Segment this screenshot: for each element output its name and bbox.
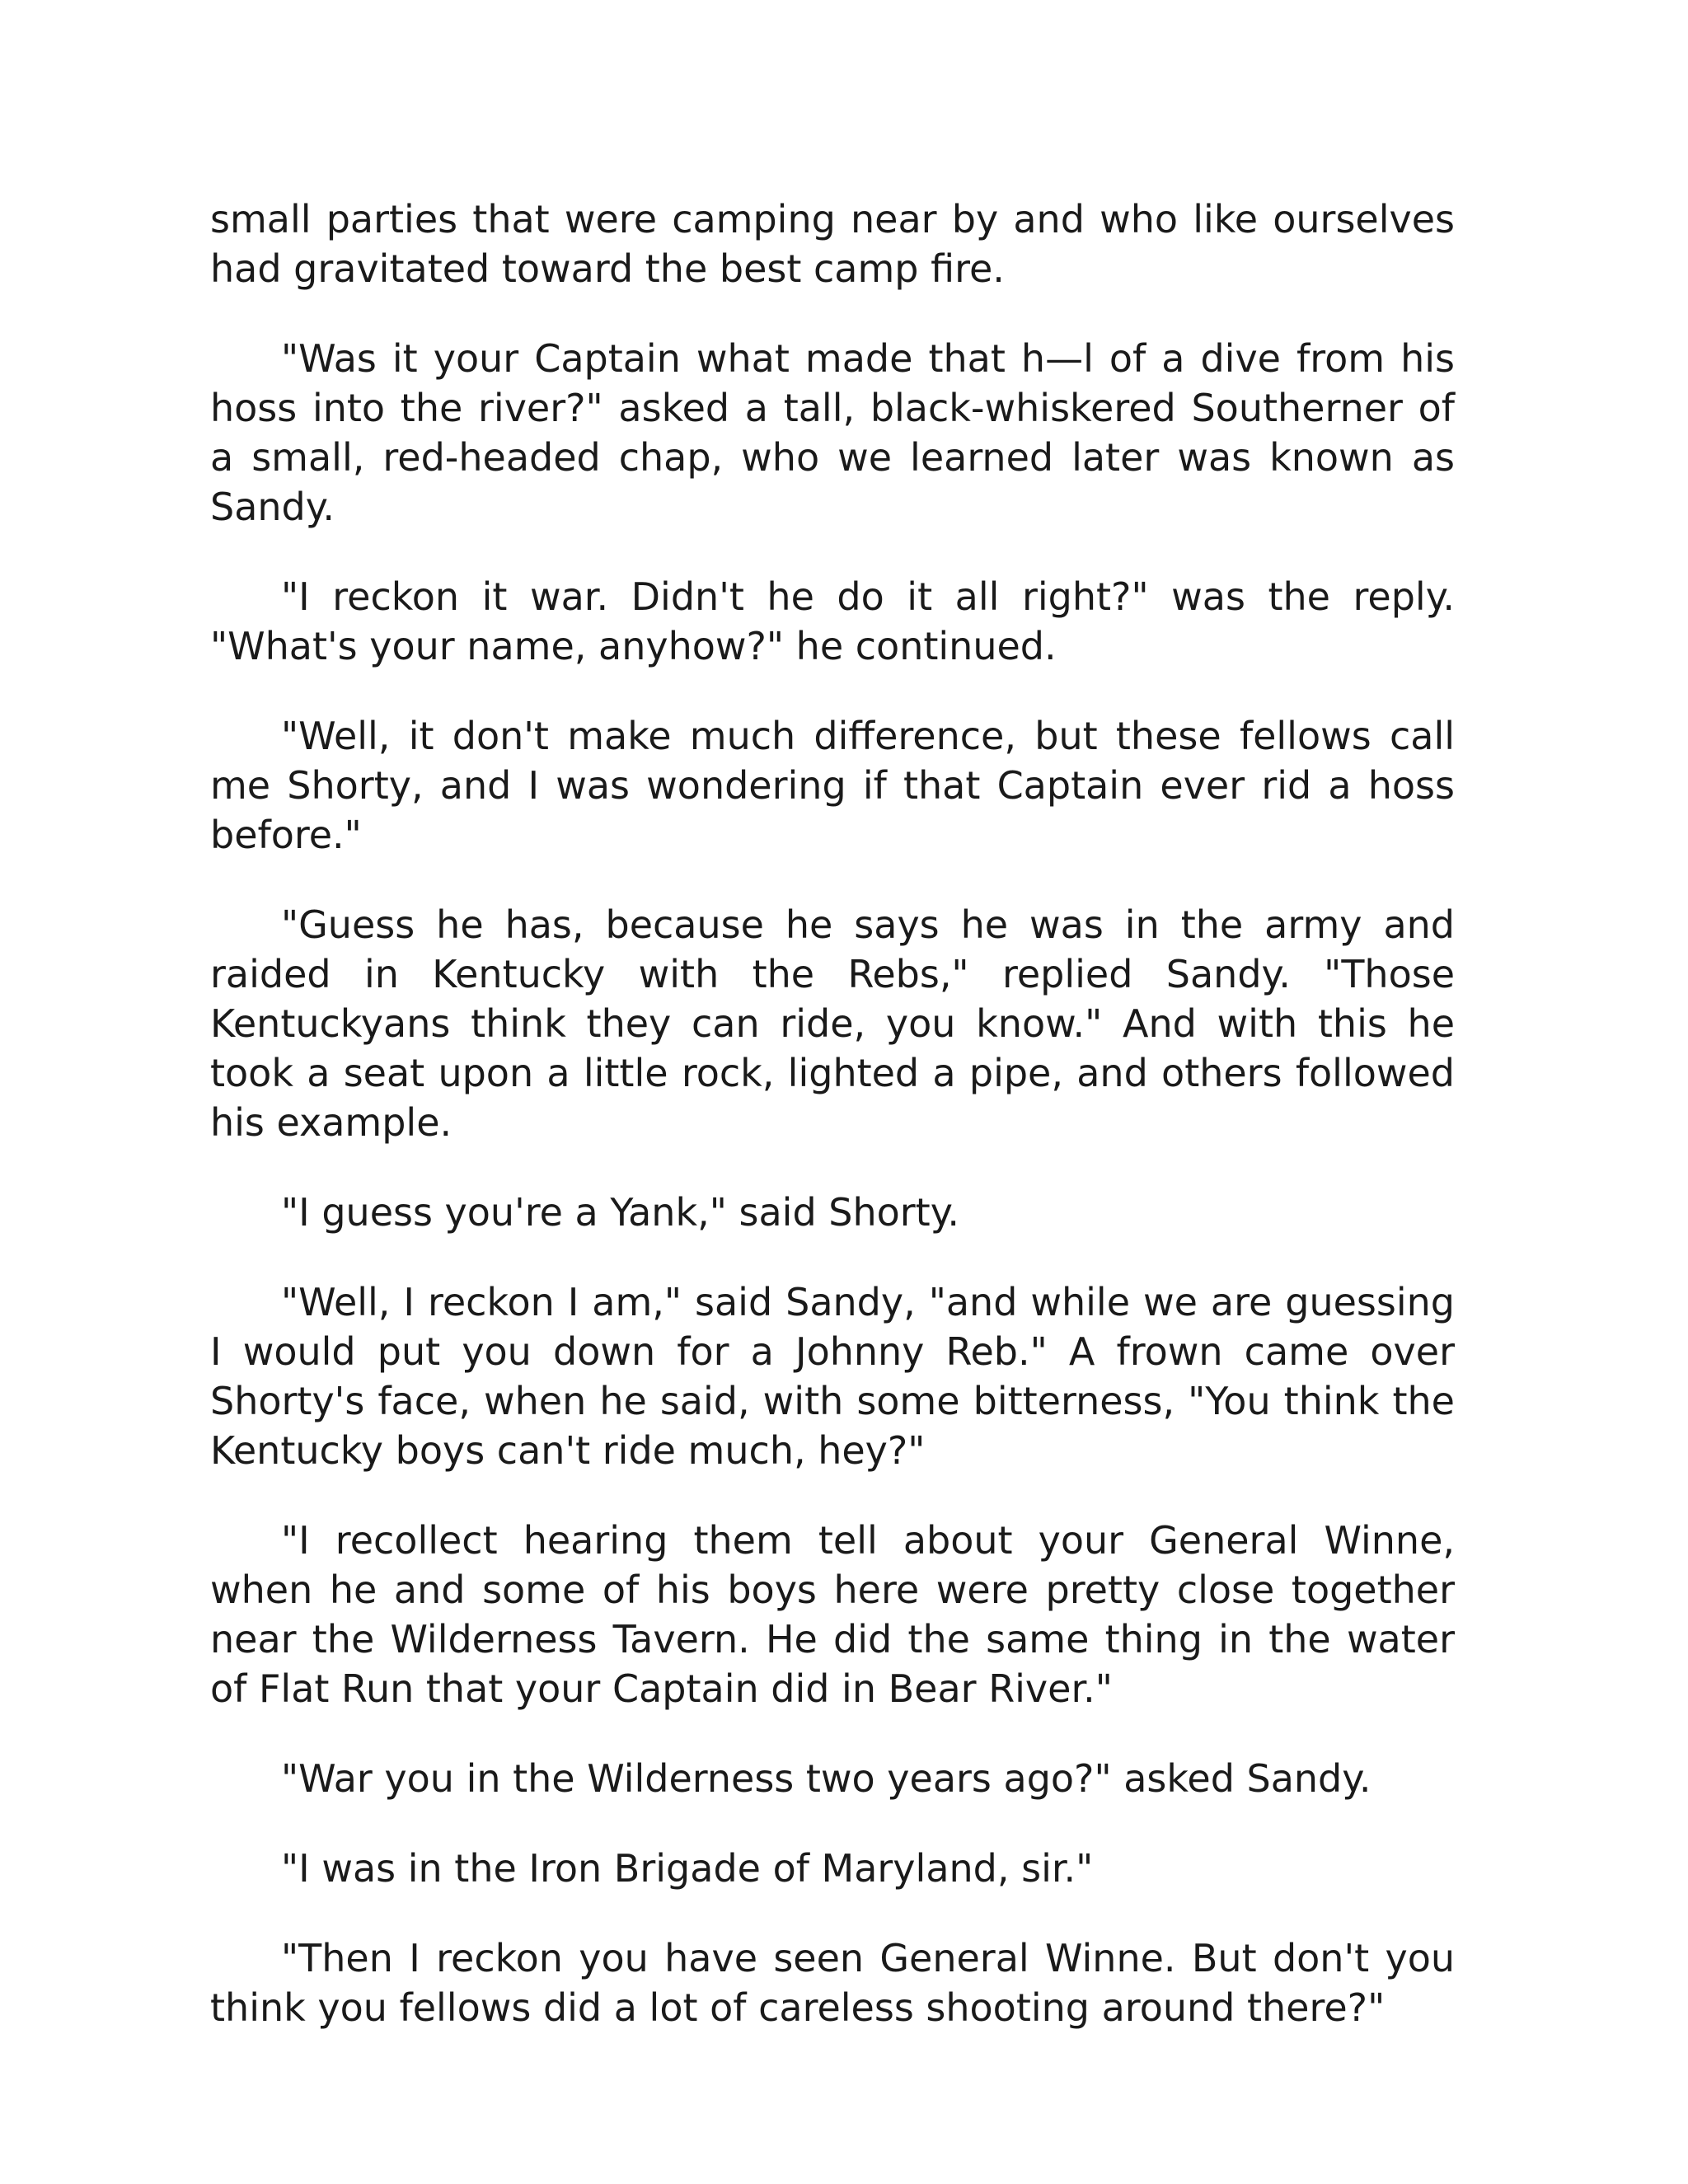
paragraph-7: "Well, I reckon I am," said Sandy, "and while we are guessing I would put you down for a Johnny Reb." A frown came over Shorty's face, when he said, with some bitterness, "You think the Kentucky boys can't ride much, hey?" <box>210 1280 1455 1473</box>
paragraph-11: "Then I reckon you have seen General Winne. But don't you think you fellows did a lot of careless shooting around there?" <box>210 1936 1455 2030</box>
paragraph-3: "I reckon it war. Didn't he do it all right?" was the reply. "What's your name, anyhow?" he continued. <box>210 574 1455 668</box>
book-page <box>210 194 1455 2073</box>
paragraph-2: "Was it your Captain what made that h—l of a dive from his hoss into the river?" asked a tall, black-whiskered Southerner of a small, red-headed chap, who we learned later was known as Sandy. <box>210 336 1455 529</box>
paragraph-10: "I was in the Iron Brigade of Maryland, sir." <box>281 1846 1094 1891</box>
paragraph-5: "Guess he has, because he says he was in the army and raided in Kentucky with the Rebs," replied Sandy. "Those Kentuckyans think they can ride, you know." And with this he took a seat upon a little rock, lighted a pipe, and others followed his example. <box>210 902 1455 1145</box>
paragraph-4: "Well, it don't make much difference, but these fellows call me Shorty, and I was wondering if that Captain ever rid a hoss before." <box>210 714 1455 857</box>
paragraph-8: "I recollect hearing them tell about your General Winne, when he and some of his boys here were pretty close together near the Wilderness Tavern. He did the same thing in the water of Flat Run that your Captain did in Bear River." <box>210 1518 1455 1711</box>
paragraph-9: "War you in the Wilderness two years ago?" asked Sandy. <box>281 1756 1372 1801</box>
paragraph-6: "I guess you're a Yank," said Shorty. <box>281 1190 959 1235</box>
paragraph-1: small parties that were camping near by and who like ourselves had gravitated toward the best camp fire. <box>210 197 1455 291</box>
